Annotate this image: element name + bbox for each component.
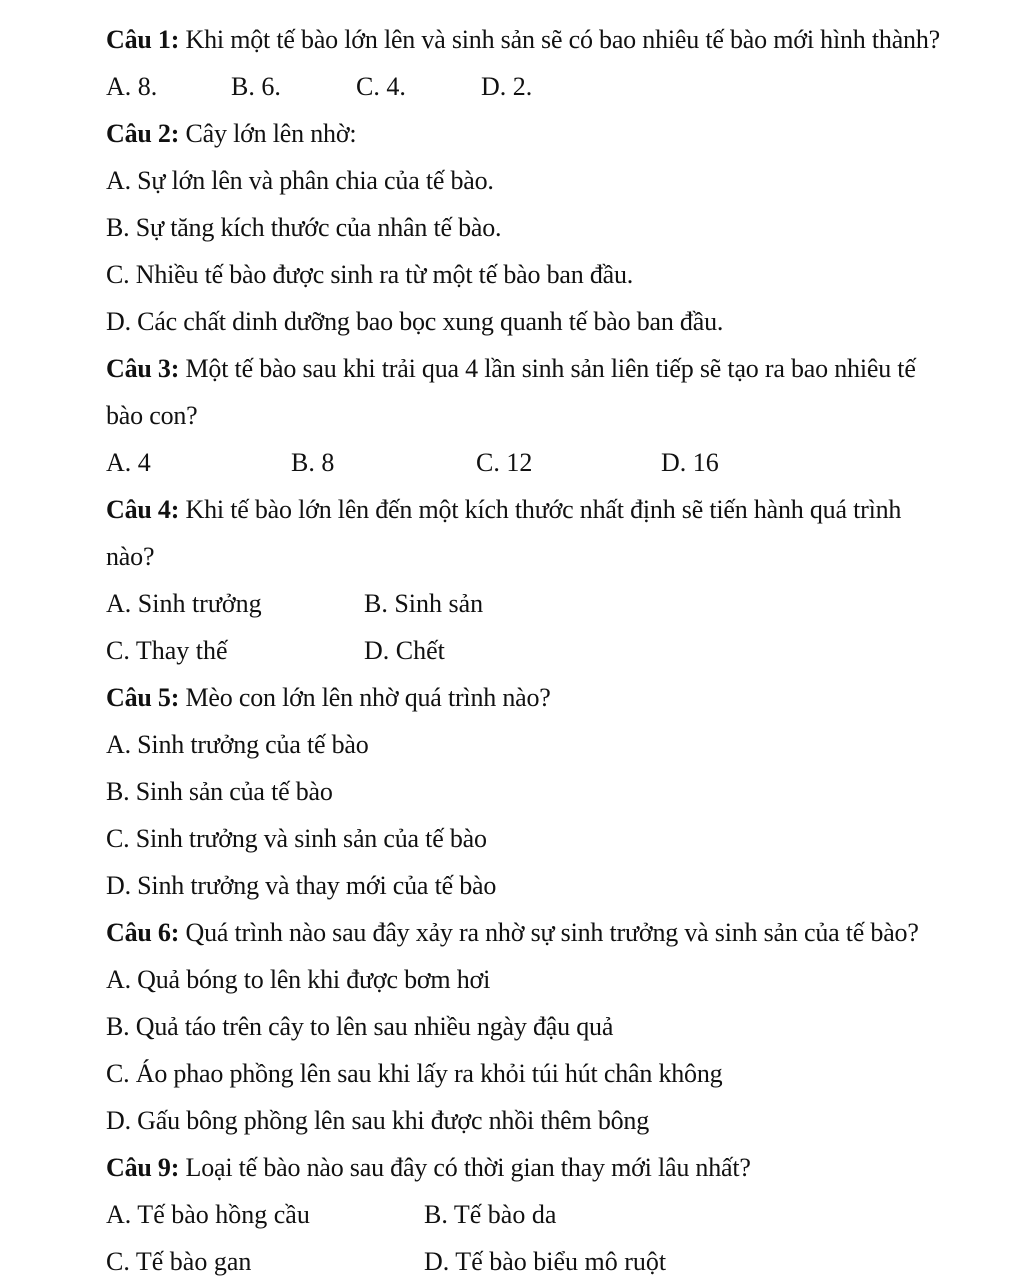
question-label: Câu 6:: [106, 918, 180, 947]
option-c: C. 12: [476, 448, 533, 477]
question-6: [106, 909, 946, 956]
question-label: Câu 9:: [106, 1153, 180, 1182]
question-text: Khi một tế bào lớn lên và sinh sản sẽ có bao nhiêu tế bào mới hình thành?: [185, 25, 940, 54]
option-c: C. Tế bào gan: [106, 1247, 252, 1276]
option-b: B. Sinh sản: [364, 589, 484, 618]
options-row: [106, 580, 946, 627]
question-text: Một tế bào sau khi trải qua 4 lần sinh sản liên tiếp sẽ tạo ra bao nhiêu tế: [185, 354, 916, 383]
question-text-continued: nào?: [106, 542, 155, 571]
option-a: A. Sự lớn lên và phân chia của tế bào.: [106, 166, 494, 195]
option-c: C. Sinh trưởng và sinh sản của tế bào: [106, 824, 487, 853]
option-a: A. 8.: [106, 72, 158, 101]
question-2: [106, 110, 946, 157]
options-row: [106, 1238, 946, 1285]
option-d: D. 2.: [481, 72, 533, 101]
question-1: [106, 16, 946, 63]
option-b: B. Sinh sản của tế bào: [106, 777, 333, 806]
option-a: A. Sinh trưởng: [106, 589, 262, 618]
question-label: Câu 2:: [106, 119, 180, 148]
question-label: Câu 5:: [106, 683, 180, 712]
option-d: D. Tế bào biểu mô ruột: [424, 1247, 667, 1276]
options-row: [106, 1191, 946, 1238]
option-b: B. 6.: [231, 72, 281, 101]
question-text: Mèo con lớn lên nhờ quá trình nào?: [185, 683, 551, 712]
quiz-document: [106, 16, 946, 1285]
question-text: Quá trình nào sau đây xảy ra nhờ sự sinh trưởng và sinh sản của tế bào?: [185, 918, 919, 947]
question-label: Câu 4:: [106, 495, 180, 524]
option-b: B. 8: [291, 448, 335, 477]
options-row: [106, 627, 946, 674]
option-a: A. Tế bào hồng cầu: [106, 1200, 310, 1229]
question-label: Câu 3:: [106, 354, 180, 383]
question-text: Cây lớn lên nhờ:: [185, 119, 357, 148]
options-row: [106, 439, 946, 486]
option-b: B. Sự tăng kích thước của nhân tế bào.: [106, 213, 502, 242]
question-3: [106, 345, 946, 392]
option-a: A. Sinh trưởng của tế bào: [106, 730, 369, 759]
option-d: D. Sinh trưởng và thay mới của tế bào: [106, 871, 497, 900]
option-a: A. 4: [106, 448, 151, 477]
question-text: Khi tế bào lớn lên đến một kích thước nhất định sẽ tiến hành quá trình: [185, 495, 902, 524]
option-c: C. Thay thế: [106, 636, 228, 665]
option-d: D. Gấu bông phồng lên sau khi được nhồi thêm bông: [106, 1106, 650, 1135]
question-4: [106, 486, 946, 533]
option-c: C. Áo phao phồng lên sau khi lấy ra khỏi túi hút chân không: [106, 1059, 723, 1088]
option-d: D. 16: [661, 448, 719, 477]
options-row: [106, 63, 946, 110]
option-c: C. 4.: [356, 72, 406, 101]
option-c: C. Nhiều tế bào được sinh ra từ một tế bào ban đầu.: [106, 260, 634, 289]
question-label: Câu 1:: [106, 25, 180, 54]
question-text-continued: bào con?: [106, 401, 198, 430]
option-d: D. Chết: [364, 636, 445, 665]
question-text: Loại tế bào nào sau đây có thời gian thay mới lâu nhất?: [185, 1153, 751, 1182]
question-5: [106, 674, 946, 721]
option-b: B. Quả táo trên cây to lên sau nhiều ngày đậu quả: [106, 1012, 614, 1041]
question-9: [106, 1144, 946, 1191]
option-d: D. Các chất dinh dưỡng bao bọc xung quanh tế bào ban đầu.: [106, 307, 724, 336]
option-b: B. Tế bào da: [424, 1200, 557, 1229]
option-a: A. Quả bóng to lên khi được bơm hơi: [106, 965, 491, 994]
